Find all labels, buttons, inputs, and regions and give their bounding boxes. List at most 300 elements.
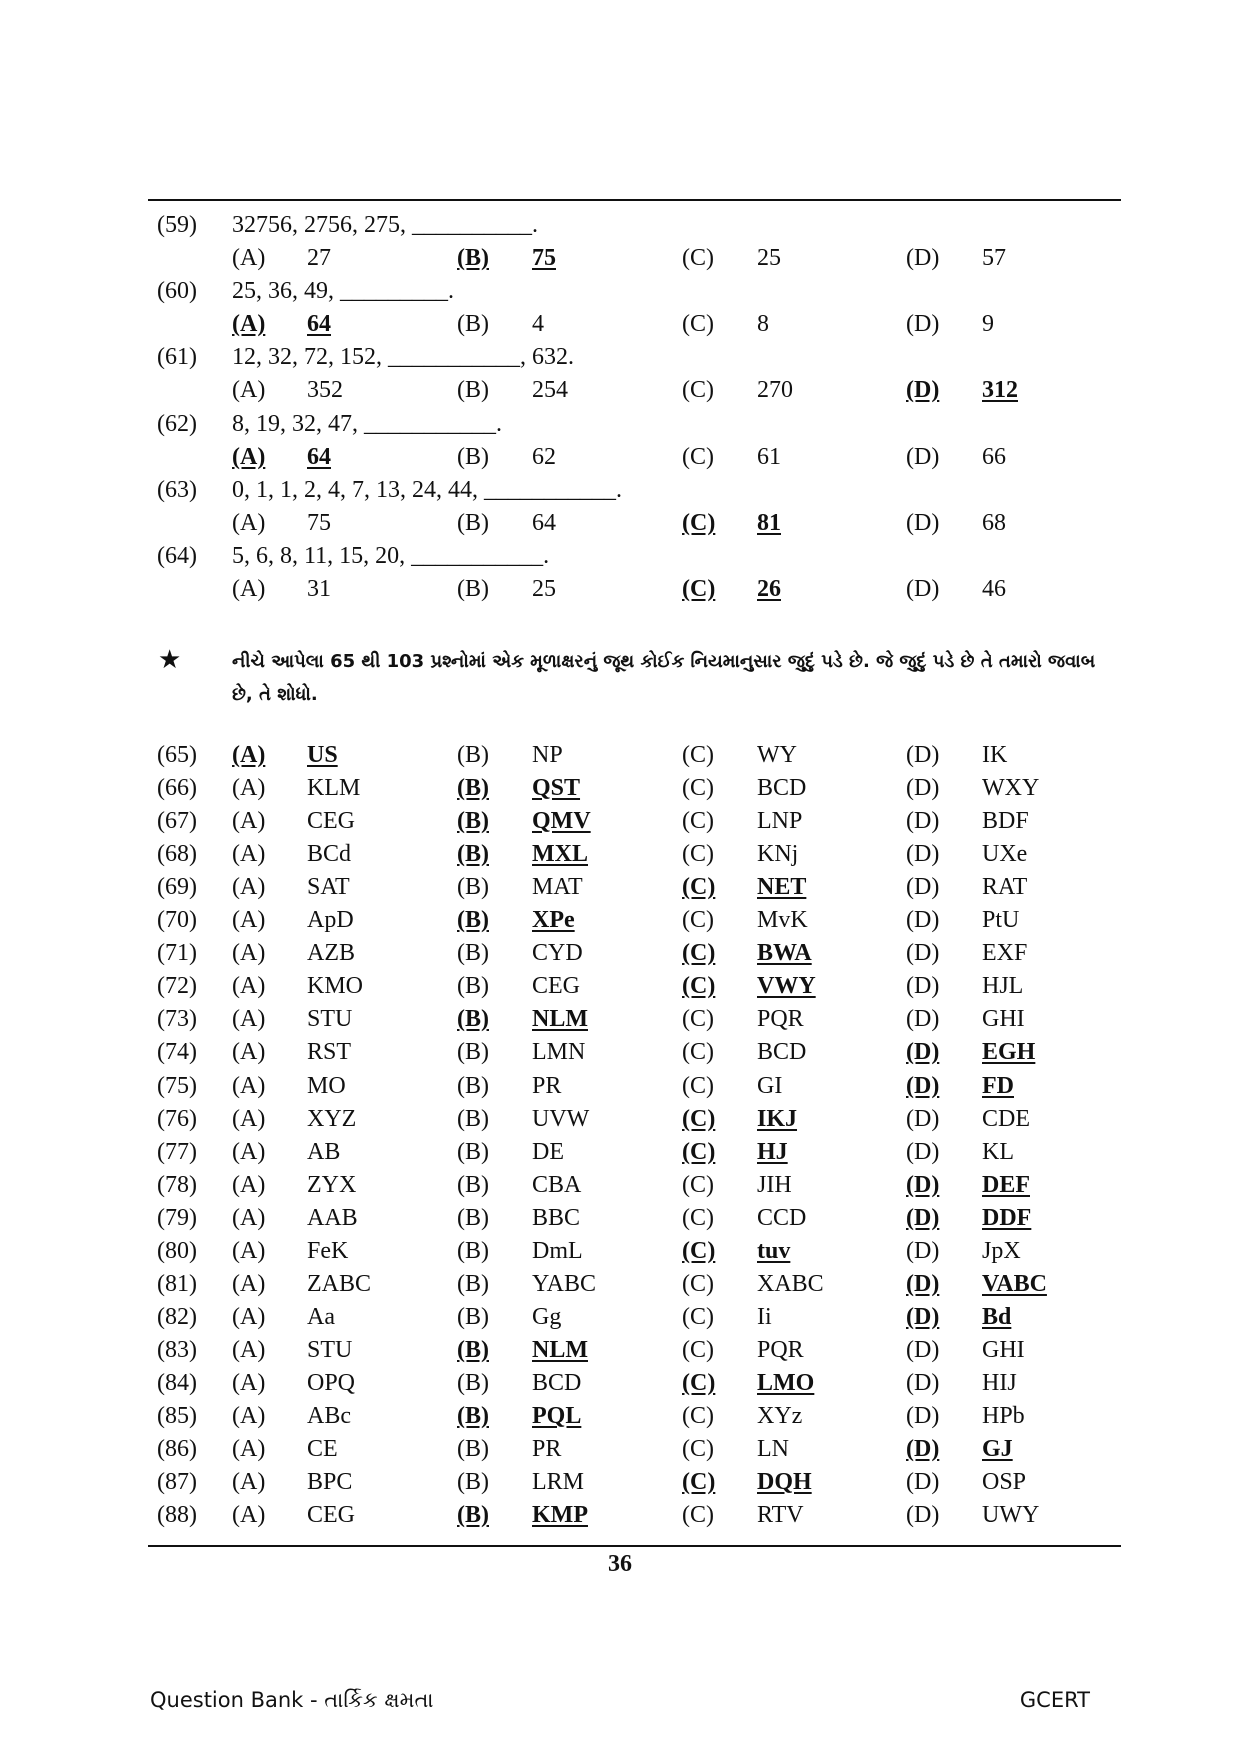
option-label: (C) xyxy=(682,510,716,536)
answer-option: 64 xyxy=(307,311,331,337)
option-label: (B) xyxy=(457,874,489,900)
option-value: XYz xyxy=(757,1403,803,1429)
option-label: (D) xyxy=(906,1370,940,1396)
question-stem-row xyxy=(0,540,1240,573)
question-row xyxy=(0,739,1240,772)
question-row xyxy=(0,904,1240,937)
option-value: SAT xyxy=(307,874,350,900)
option-value: AAB xyxy=(307,1205,358,1231)
option-value: 27 xyxy=(307,245,331,271)
answer-option: NLM xyxy=(532,1337,588,1363)
option-label: (D) xyxy=(906,510,940,536)
option-label: (A) xyxy=(232,1436,266,1462)
option-value: 57 xyxy=(982,245,1006,271)
question-number: (72) xyxy=(157,973,197,999)
option-label: (A) xyxy=(232,1039,266,1065)
option-label: (C) xyxy=(682,1006,714,1032)
option-value: PQR xyxy=(757,1337,804,1363)
option-label: (D) xyxy=(906,1436,940,1462)
option-label: (B) xyxy=(457,808,489,834)
options-row xyxy=(0,573,1240,606)
option-label: (A) xyxy=(232,1238,266,1264)
option-value: 64 xyxy=(532,510,556,536)
option-label: (A) xyxy=(232,1073,266,1099)
option-label: (A) xyxy=(232,973,266,999)
option-label: (B) xyxy=(457,940,489,966)
option-label: (A) xyxy=(232,1337,266,1363)
question-number: (73) xyxy=(157,1006,197,1032)
option-label: (C) xyxy=(682,1073,714,1099)
option-value: KLM xyxy=(307,775,361,801)
option-value: KL xyxy=(982,1139,1014,1165)
option-value: NP xyxy=(532,742,563,768)
option-label: (B) xyxy=(457,510,489,536)
question-row xyxy=(0,1268,1240,1301)
option-value: WY xyxy=(757,742,797,768)
question-row xyxy=(0,1400,1240,1433)
option-value: CCD xyxy=(757,1205,807,1231)
option-value: PQR xyxy=(757,1006,804,1032)
option-label: (C) xyxy=(682,1106,716,1132)
option-value: ZABC xyxy=(307,1271,372,1297)
option-value: CDE xyxy=(982,1106,1030,1132)
question-number: (75) xyxy=(157,1073,197,1099)
option-label: (D) xyxy=(906,444,940,470)
option-value: HPb xyxy=(982,1403,1025,1429)
option-value: GI xyxy=(757,1073,783,1099)
option-value: 25 xyxy=(532,576,556,602)
option-label: (A) xyxy=(232,808,266,834)
question-row xyxy=(0,1169,1240,1202)
option-label: (C) xyxy=(682,1271,714,1297)
option-label: (B) xyxy=(457,1403,489,1429)
option-label: (B) xyxy=(457,1271,489,1297)
options-row xyxy=(0,374,1240,407)
option-label: (B) xyxy=(457,1073,489,1099)
answer-option: MXL xyxy=(532,841,588,867)
option-value: OPQ xyxy=(307,1370,356,1396)
options-row xyxy=(0,441,1240,474)
question-number: (68) xyxy=(157,841,197,867)
option-label: (A) xyxy=(232,1106,266,1132)
option-label: (D) xyxy=(906,1039,940,1065)
option-label: (D) xyxy=(906,1271,940,1297)
answer-option: PQL xyxy=(532,1403,582,1429)
question-number: (79) xyxy=(157,1205,197,1231)
option-label: (B) xyxy=(457,1139,489,1165)
option-value: CEG xyxy=(532,973,580,999)
bottom-rule xyxy=(148,1545,1121,1547)
option-label: (B) xyxy=(457,1006,489,1032)
option-label: (A) xyxy=(232,907,266,933)
option-label: (C) xyxy=(682,1403,714,1429)
option-label: (A) xyxy=(232,1205,266,1231)
page-number: 36 xyxy=(608,1551,632,1577)
question-number: (60) xyxy=(157,278,197,304)
option-value: 68 xyxy=(982,510,1006,536)
option-label: (B) xyxy=(457,245,489,271)
option-label: (A) xyxy=(232,742,266,768)
option-label: (A) xyxy=(232,1139,266,1165)
option-label: (C) xyxy=(682,311,714,337)
answer-option: 75 xyxy=(532,245,556,271)
option-value: MAT xyxy=(532,874,583,900)
option-value: BCd xyxy=(307,841,352,867)
top-rule xyxy=(148,199,1121,201)
question-number: (80) xyxy=(157,1238,197,1264)
option-value: BCD xyxy=(757,1039,807,1065)
option-label: (B) xyxy=(457,1205,489,1231)
option-label: (D) xyxy=(906,1502,940,1528)
option-label: (C) xyxy=(682,775,714,801)
option-label: (C) xyxy=(682,377,714,403)
option-value: ZYX xyxy=(307,1172,357,1198)
option-label: (A) xyxy=(232,874,266,900)
options-row xyxy=(0,242,1240,275)
option-value: UWY xyxy=(982,1502,1040,1528)
option-label: (A) xyxy=(232,1370,266,1396)
answer-option: DDF xyxy=(982,1205,1032,1231)
option-label: (C) xyxy=(682,576,716,602)
question-row xyxy=(0,1003,1240,1036)
question-stem: 12, 32, 72, 152, ___________, 632. xyxy=(232,344,574,370)
question-number: (62) xyxy=(157,411,197,437)
question-number: (61) xyxy=(157,344,197,370)
question-number: (82) xyxy=(157,1304,197,1330)
option-value: EXF xyxy=(982,940,1028,966)
option-value: 270 xyxy=(757,377,793,403)
option-label: (A) xyxy=(232,311,266,337)
question-number: (63) xyxy=(157,477,197,503)
option-value: BDF xyxy=(982,808,1029,834)
question-row xyxy=(0,805,1240,838)
option-label: (A) xyxy=(232,1271,266,1297)
option-value: RTV xyxy=(757,1502,804,1528)
option-value: STU xyxy=(307,1006,353,1032)
answer-option: Bd xyxy=(982,1304,1012,1330)
option-value: 46 xyxy=(982,576,1006,602)
question-number: (78) xyxy=(157,1172,197,1198)
question-stem-row xyxy=(0,474,1240,507)
option-value: LN xyxy=(757,1436,789,1462)
question-stem: 25, 36, 49, _________. xyxy=(232,278,454,304)
option-label: (B) xyxy=(457,444,489,470)
option-label: (C) xyxy=(682,1039,714,1065)
option-label: (B) xyxy=(457,1039,489,1065)
option-label: (D) xyxy=(906,1172,940,1198)
option-label: (A) xyxy=(232,1403,266,1429)
option-value: OSP xyxy=(982,1469,1027,1495)
option-label: (B) xyxy=(457,907,489,933)
option-value: PtU xyxy=(982,907,1020,933)
option-value: ABc xyxy=(307,1403,351,1429)
question-number: (76) xyxy=(157,1106,197,1132)
option-label: (B) xyxy=(457,1238,489,1264)
option-value: JIH xyxy=(757,1172,792,1198)
option-value: DmL xyxy=(532,1238,583,1264)
option-value: XYZ xyxy=(307,1106,357,1132)
option-label: (D) xyxy=(906,874,940,900)
option-value: RAT xyxy=(982,874,1028,900)
option-label: (B) xyxy=(457,841,489,867)
question-row xyxy=(0,1103,1240,1136)
option-label: (C) xyxy=(682,907,714,933)
option-value: GHI xyxy=(982,1006,1025,1032)
option-label: (D) xyxy=(906,907,940,933)
option-value: XABC xyxy=(757,1271,824,1297)
answer-option: EGH xyxy=(982,1039,1036,1065)
question-number: (65) xyxy=(157,742,197,768)
answer-option: 81 xyxy=(757,510,781,536)
option-value: YABC xyxy=(532,1271,597,1297)
option-label: (C) xyxy=(682,940,716,966)
star-icon: ★ xyxy=(158,645,182,675)
answer-option: VWY xyxy=(757,973,816,999)
question-row xyxy=(0,1202,1240,1235)
option-label: (D) xyxy=(906,1073,940,1099)
option-value: 254 xyxy=(532,377,568,403)
option-value: Gg xyxy=(532,1304,562,1330)
answer-option: QST xyxy=(532,775,581,801)
answer-option: 312 xyxy=(982,377,1018,403)
answer-option: US xyxy=(307,742,338,768)
option-value: 75 xyxy=(307,510,331,536)
option-value: WXY xyxy=(982,775,1040,801)
option-label: (C) xyxy=(682,1139,716,1165)
option-label: (C) xyxy=(682,1502,714,1528)
option-label: (B) xyxy=(457,1304,489,1330)
options-row xyxy=(0,507,1240,540)
option-label: (C) xyxy=(682,1304,714,1330)
answer-option: FD xyxy=(982,1073,1014,1099)
option-label: (C) xyxy=(682,973,716,999)
option-value: IK xyxy=(982,742,1008,768)
option-label: (D) xyxy=(906,245,940,271)
option-value: CEG xyxy=(307,808,355,834)
option-value: UVW xyxy=(532,1106,590,1132)
option-label: (A) xyxy=(232,940,266,966)
answer-option: LMO xyxy=(757,1370,815,1396)
option-label: (C) xyxy=(682,1172,714,1198)
option-value: MO xyxy=(307,1073,346,1099)
question-row xyxy=(0,1334,1240,1367)
option-label: (D) xyxy=(906,841,940,867)
question-row xyxy=(0,1235,1240,1268)
option-value: 62 xyxy=(532,444,556,470)
question-stem-row xyxy=(0,408,1240,441)
option-value: AB xyxy=(307,1139,341,1165)
footer-right-text: GCERT xyxy=(1019,1688,1090,1712)
option-label: (D) xyxy=(906,311,940,337)
option-label: (B) xyxy=(457,311,489,337)
option-label: (D) xyxy=(906,940,940,966)
option-value: 66 xyxy=(982,444,1006,470)
option-value: STU xyxy=(307,1337,353,1363)
option-label: (A) xyxy=(232,444,266,470)
option-label: (D) xyxy=(906,1106,940,1132)
option-label: (D) xyxy=(906,1469,940,1495)
option-value: JpX xyxy=(982,1238,1021,1264)
option-label: (C) xyxy=(682,874,716,900)
question-number: (74) xyxy=(157,1039,197,1065)
question-row xyxy=(0,772,1240,805)
option-label: (D) xyxy=(906,775,940,801)
answer-option: BWA xyxy=(757,940,812,966)
question-number: (83) xyxy=(157,1337,197,1363)
option-label: (B) xyxy=(457,742,489,768)
option-label: (A) xyxy=(232,1502,266,1528)
option-label: (B) xyxy=(457,377,489,403)
option-label: (B) xyxy=(457,1106,489,1132)
option-label: (D) xyxy=(906,1403,940,1429)
answer-option: NLM xyxy=(532,1006,588,1032)
option-label: (C) xyxy=(682,841,714,867)
option-label: (D) xyxy=(906,576,940,602)
option-label: (C) xyxy=(682,444,714,470)
option-value: FeK xyxy=(307,1238,349,1264)
option-label: (B) xyxy=(457,1469,489,1495)
option-label: (A) xyxy=(232,576,266,602)
option-label: (D) xyxy=(906,742,940,768)
question-number: (69) xyxy=(157,874,197,900)
option-label: (D) xyxy=(906,1337,940,1363)
option-label: (B) xyxy=(457,1502,489,1528)
answer-option: 26 xyxy=(757,576,781,602)
option-value: Aa xyxy=(307,1304,335,1330)
option-value: MvK xyxy=(757,907,808,933)
option-value: PR xyxy=(532,1436,562,1462)
option-label: (A) xyxy=(232,1469,266,1495)
option-label: (B) xyxy=(457,1370,489,1396)
question-row xyxy=(0,1301,1240,1334)
option-value: HIJ xyxy=(982,1370,1017,1396)
option-label: (C) xyxy=(682,1370,716,1396)
option-value: AZB xyxy=(307,940,355,966)
question-number: (84) xyxy=(157,1370,197,1396)
option-label: (C) xyxy=(682,245,714,271)
option-value: CE xyxy=(307,1436,338,1462)
question-number: (87) xyxy=(157,1469,197,1495)
option-value: KNj xyxy=(757,841,799,867)
question-number: (85) xyxy=(157,1403,197,1429)
question-row xyxy=(0,1070,1240,1103)
answer-option: QMV xyxy=(532,808,591,834)
option-label: (D) xyxy=(906,808,940,834)
question-row xyxy=(0,970,1240,1003)
option-value: CYD xyxy=(532,940,583,966)
option-label: (A) xyxy=(232,377,266,403)
option-value: BPC xyxy=(307,1469,353,1495)
answer-option: KMP xyxy=(532,1502,588,1528)
question-stem: 5, 6, 8, 11, 15, 20, ___________. xyxy=(232,543,550,569)
option-value: BBC xyxy=(532,1205,581,1231)
answer-option: DQH xyxy=(757,1469,812,1495)
option-label: (D) xyxy=(906,377,940,403)
option-label: (A) xyxy=(232,1172,266,1198)
question-number: (86) xyxy=(157,1436,197,1462)
options-row xyxy=(0,308,1240,341)
option-label: (D) xyxy=(906,1006,940,1032)
question-row xyxy=(0,1433,1240,1466)
question-row xyxy=(0,1367,1240,1400)
question-number: (88) xyxy=(157,1502,197,1528)
question-stem: 8, 19, 32, 47, ___________. xyxy=(232,411,502,437)
question-number: (59) xyxy=(157,212,197,238)
answer-option: IKJ xyxy=(757,1106,798,1132)
option-value: 4 xyxy=(532,311,544,337)
option-label: (B) xyxy=(457,973,489,999)
question-row xyxy=(0,1036,1240,1069)
answer-option: VABC xyxy=(982,1271,1047,1297)
question-row xyxy=(0,1136,1240,1169)
option-label: (C) xyxy=(682,1436,714,1462)
option-value: 61 xyxy=(757,444,781,470)
question-row xyxy=(0,1499,1240,1532)
option-label: (C) xyxy=(682,1238,716,1264)
option-value: 25 xyxy=(757,245,781,271)
option-label: (B) xyxy=(457,1172,489,1198)
option-label: (D) xyxy=(906,1205,940,1231)
question-number: (64) xyxy=(157,543,197,569)
option-value: BCD xyxy=(532,1370,582,1396)
option-label: (B) xyxy=(457,1436,489,1462)
option-label: (B) xyxy=(457,1337,489,1363)
question-row xyxy=(0,937,1240,970)
option-value: LMN xyxy=(532,1039,586,1065)
option-label: (C) xyxy=(682,1205,714,1231)
option-label: (C) xyxy=(682,1469,716,1495)
option-value: GHI xyxy=(982,1337,1025,1363)
option-label: (B) xyxy=(457,775,489,801)
option-value: LNP xyxy=(757,808,803,834)
question-row xyxy=(0,871,1240,904)
footer-left-text: Question Bank - તાર્કિક ક્ષમતા xyxy=(150,1688,434,1712)
instruction-text: નીચે આપેલા 65 થી 103 પ્રશ્નોમાં એક મૂળાક્ષરનું જૂથ કોઈક નિયમાનુસાર જુદું પડે છે. જે જુદું પડે છે તે તમારો જવાબ છે, તે શોધો. xyxy=(232,651,1096,705)
option-label: (C) xyxy=(682,808,714,834)
answer-option: GJ xyxy=(982,1436,1013,1462)
answer-option: DEF xyxy=(982,1172,1030,1198)
option-value: UXe xyxy=(982,841,1028,867)
question-stem-row xyxy=(0,341,1240,374)
option-value: LRM xyxy=(532,1469,585,1495)
question-row xyxy=(0,1466,1240,1499)
option-value: ApD xyxy=(307,907,354,933)
answer-option: NET xyxy=(757,874,807,900)
question-stem: 0, 1, 1, 2, 4, 7, 13, 24, 44, ___________. xyxy=(232,477,622,503)
option-label: (D) xyxy=(906,973,940,999)
option-value: PR xyxy=(532,1073,562,1099)
option-label: (A) xyxy=(232,1304,266,1330)
answer-option: tuv xyxy=(757,1238,791,1264)
option-value: 31 xyxy=(307,576,331,602)
question-number: (70) xyxy=(157,907,197,933)
question-number: (71) xyxy=(157,940,197,966)
option-label: (A) xyxy=(232,1006,266,1032)
option-value: RST xyxy=(307,1039,352,1065)
answer-option: 64 xyxy=(307,444,331,470)
option-label: (B) xyxy=(457,576,489,602)
question-stem-row xyxy=(0,275,1240,308)
option-label: (D) xyxy=(906,1238,940,1264)
question-number: (66) xyxy=(157,775,197,801)
option-value: DE xyxy=(532,1139,564,1165)
option-label: (C) xyxy=(682,742,714,768)
option-value: 352 xyxy=(307,377,343,403)
option-value: 9 xyxy=(982,311,994,337)
question-stem-row xyxy=(0,209,1240,242)
question-stem: 32756, 2756, 275, __________. xyxy=(232,212,538,238)
option-label: (C) xyxy=(682,1337,714,1363)
